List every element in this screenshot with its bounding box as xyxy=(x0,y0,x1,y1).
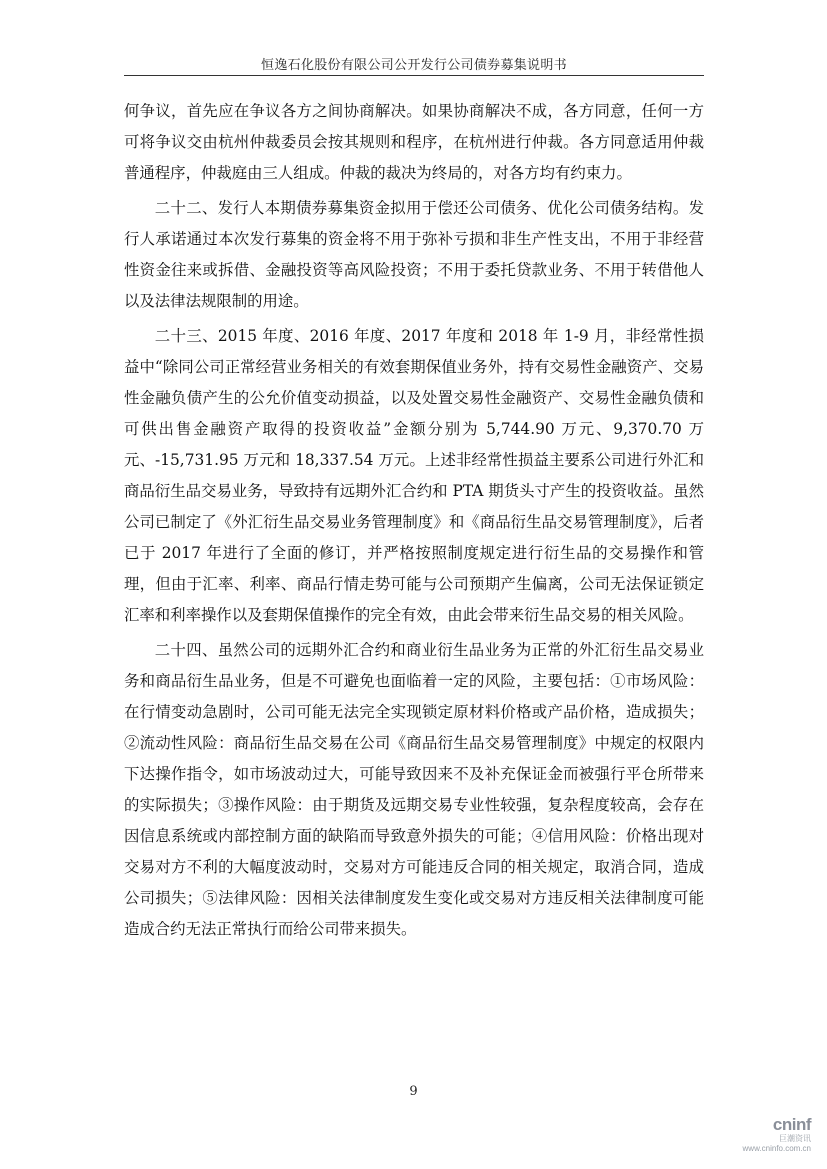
cninfo-watermark-logo xyxy=(731,1116,811,1154)
paragraph-22-use-of-proceeds: 二十二、发行人本期债券募集资金拟用于偿还公司债务、优化公司债务结构。发行人承诺通过本次发行募集的资金将不用于弥补亏损和非生产性支出，不用于非经营性资金往来或拆借、金融投资等高风险投资；不用于委托贷款业务、不用于转借他人以及法律法规限制的用途。 xyxy=(124,199,704,310)
document-body xyxy=(124,96,704,949)
paragraph-arbitration: 何争议，首先应在争议各方之间协商解决。如果协商解决不成，各方同意，任何一方可将争议交由杭州仲裁委员会按其规则和程序，在杭州进行仲裁。各方同意适用仲裁普通程序，仲裁庭由三人组成。仲裁的裁决为终局的，对各方均有约束力。 xyxy=(124,102,704,182)
paragraph-24-derivative-risks: 二十四、虽然公司的远期外汇合约和商业衍生品业务为正常的外汇衍生品交易业务和商品衍生品业务，但是不可避免也面临着一定的风险，主要包括：①市场风险：在行情变动急剧时，公司可能无法完全实现锁定原材料价格或产品价格，造成损失；②流动性风险：商品衍生品交易在公司《商品衍生品交易管理制度》中规定的权限内下达操作指令，如市场波动过大，可能导致因来不及补充保证金而被强行平仓所带来的实际损失；③操作风险：由于期货及远期交易专业性较强，复杂程度较高，会存在因信息系统或内部控制方面的缺陷而导致意外损失的可能；④信用风险：价格出现对交易对方不利的大幅度波动时，交易对方可能违反合同的相关规定，取消合同，造成公司损失；⑤法律风险：因相关法律制度发生变化或交易对方违反相关法律制度可能造成合约无法正常执行而给公司带来损失。 xyxy=(124,641,704,938)
running-header: 恒逸石化股份有限公司公开发行公司债券募集说明书 xyxy=(261,58,567,73)
logo-brand: cninf xyxy=(772,1115,811,1134)
paragraph-23-nonrecurring-gains: 二十三、2015 年度、2016 年度、2017 年度和 2018 年 1-9 月，非经常性损益中“除同公司正常经营业务相关的有效套期保值业务外，持有交易性金融资产、交易性金融负债产生的公允价值变动损益，以及处置交易性金融资产、交易性金融负债和可供出售金融资产取得的投资收益”金额分别为 5,744.90 万元、9,370.70 万元、-15,731.95 万元和 18,337.54 万元。上述非经常性损益主要系公司进行外汇和商品衍生品交易业务，导致持有远期外汇合约和 PTA 期货头寸产生的投资收益。虽然公司已制定了《外汇衍生品交易业务管理制度》和《商品衍生品交易管理制度》，后者已于 2017 年进行了全面的修订，并严格按照制度规定进行衍生品的交易操作和管理，但由于汇率、利率、商品行情走势可能与公司预期产生偏离，公司无法保证锁定汇率和利率操作以及套期保值操作的完全有效，由此会带来衍生品交易的相关风险。 xyxy=(124,327,704,624)
logo-brand-cn: 巨潮资讯 xyxy=(779,1134,811,1143)
page-number: 9 xyxy=(409,1084,418,1099)
logo-url: www.cninfo.com.cn xyxy=(742,1144,811,1153)
header-divider xyxy=(124,75,704,76)
